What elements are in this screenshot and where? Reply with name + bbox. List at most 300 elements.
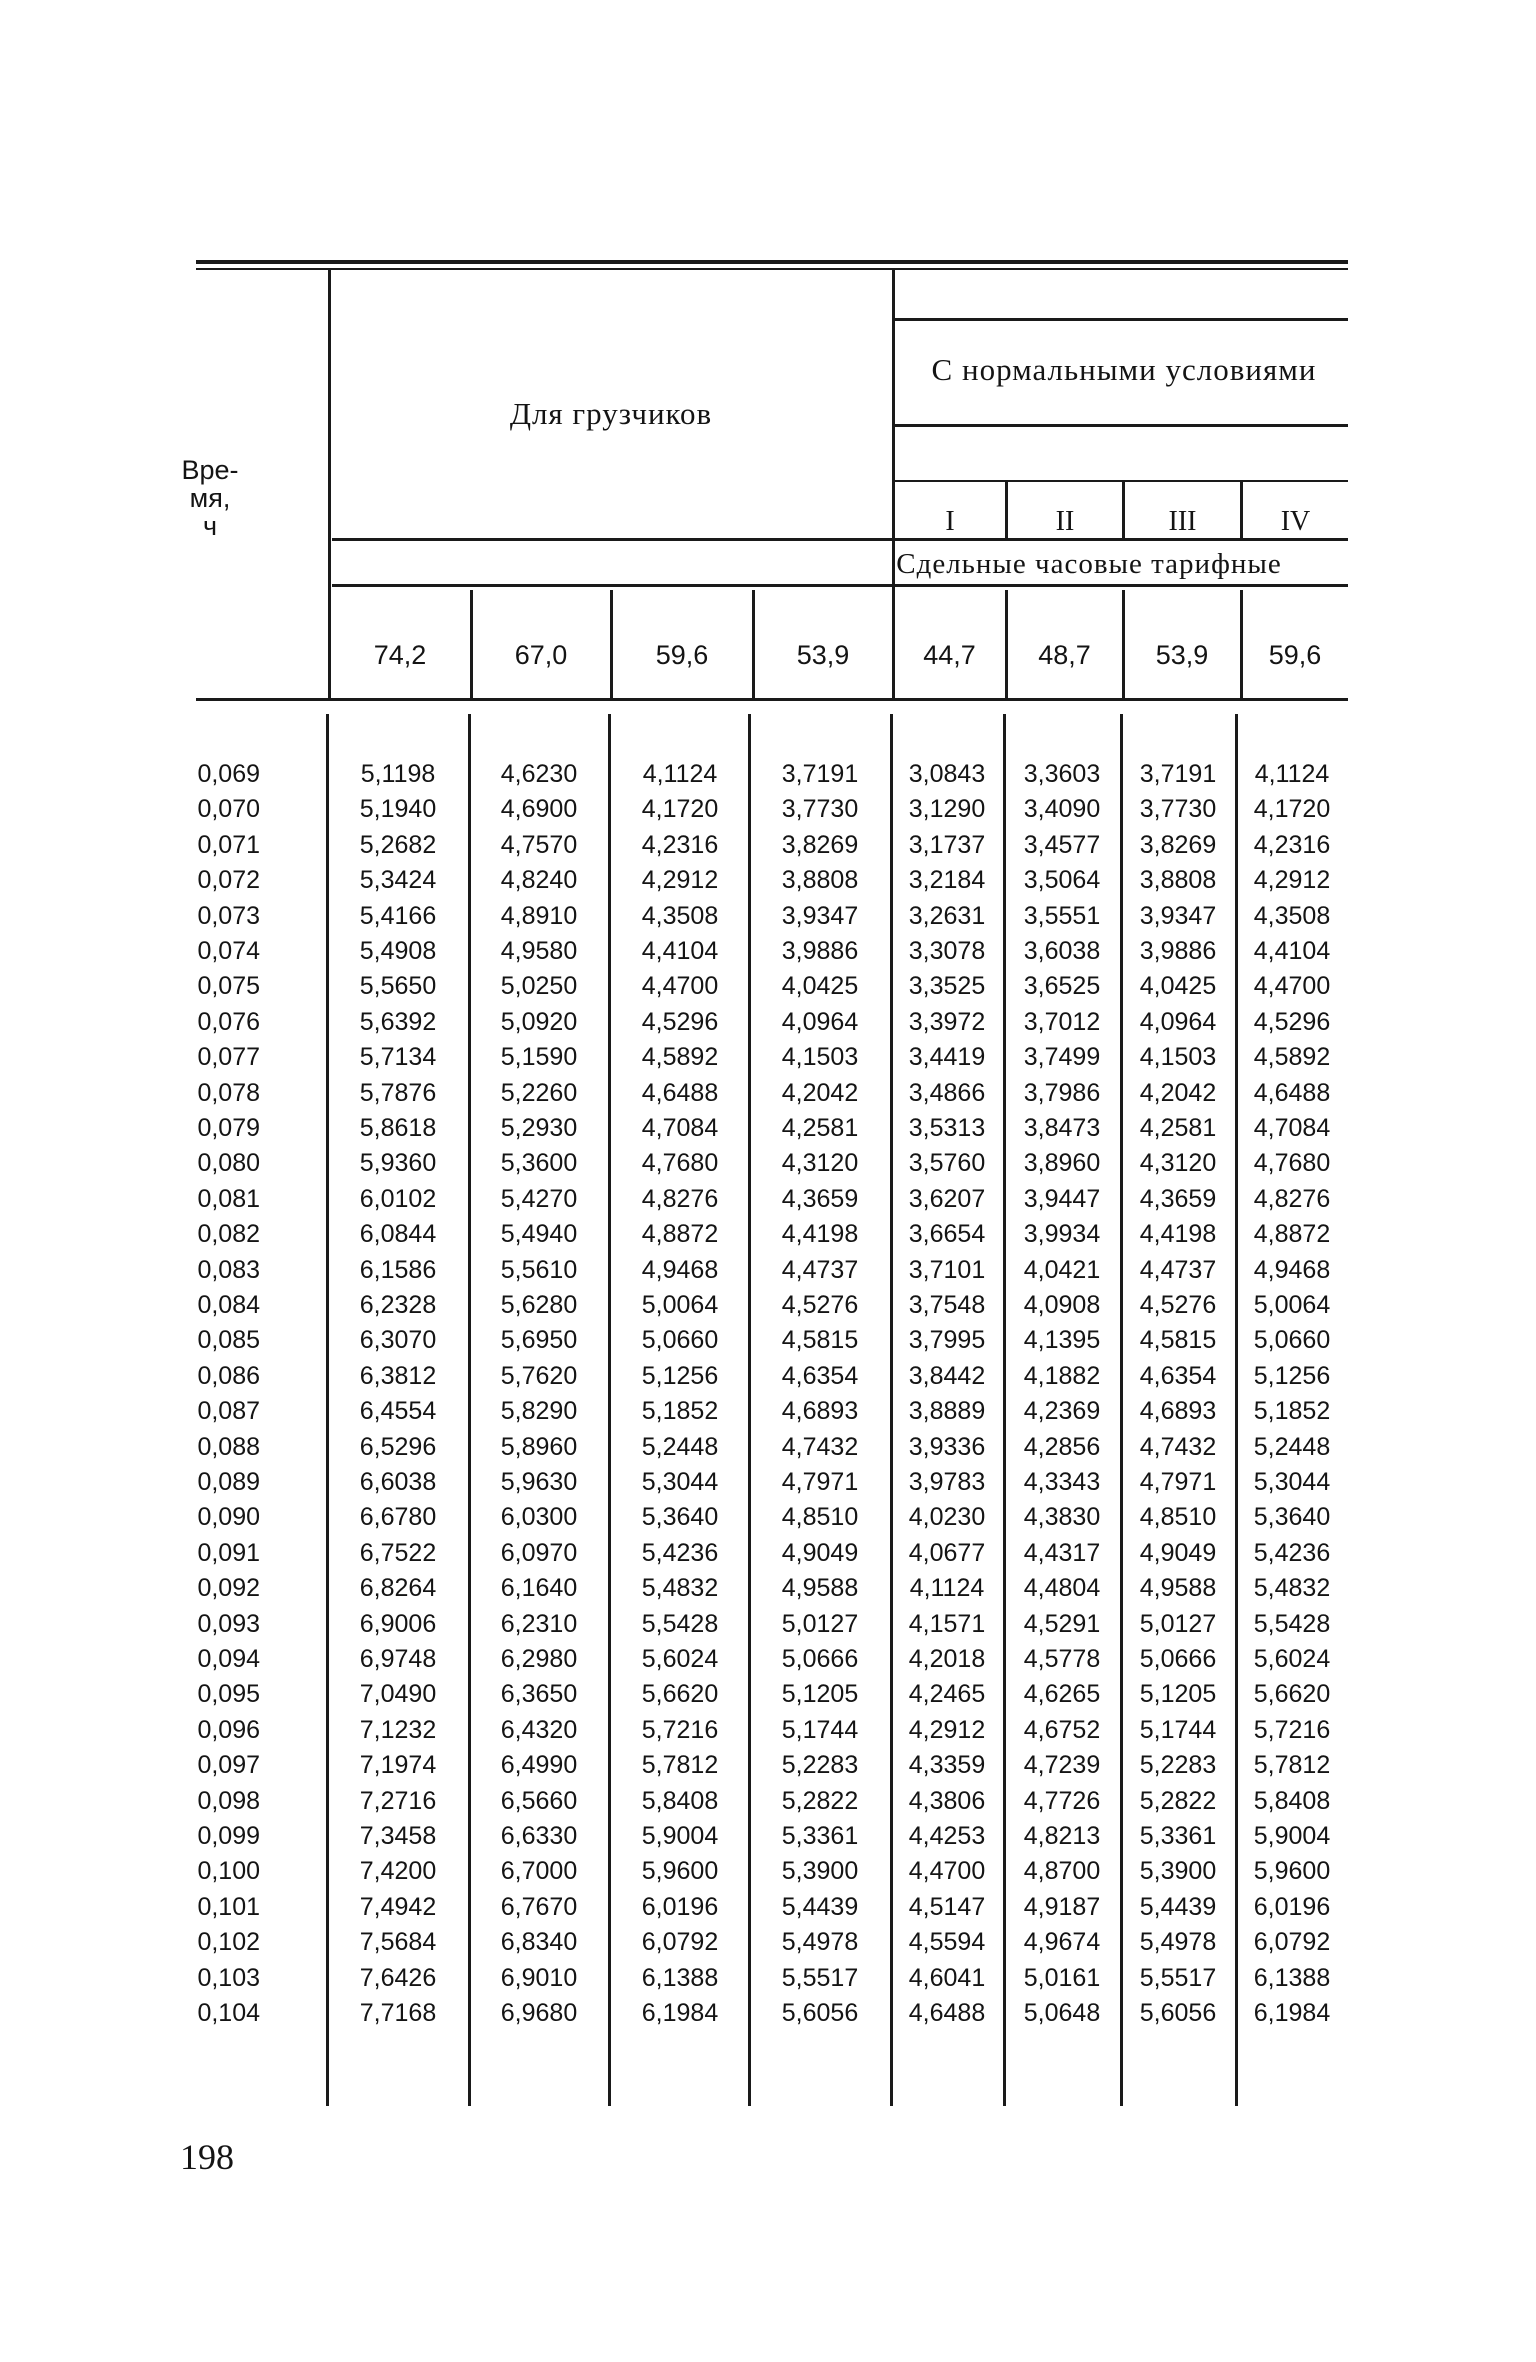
- time-cell: 0,075: [197, 972, 260, 1001]
- value-cell: 3,6654: [908, 1220, 986, 1249]
- value-cell: 4,2912: [1253, 866, 1331, 895]
- value-cell: 4,9588: [781, 1574, 859, 1603]
- value-cell: 5,3424: [359, 866, 437, 895]
- normal-conditions-header: С нормальными условиями: [931, 352, 1317, 387]
- value-cell: 4,4737: [1139, 1255, 1217, 1284]
- value-cell: 6,0102: [359, 1184, 437, 1213]
- value-cell: 4,5276: [781, 1291, 859, 1319]
- value-cell: 5,7620: [500, 1361, 578, 1390]
- piece-rate-header: Сдельные часовые тарифные: [896, 548, 1282, 580]
- value-cell: 4,2316: [1253, 830, 1331, 859]
- time-cell: 0,074: [197, 937, 260, 965]
- value-cell: 6,1984: [641, 1999, 719, 2027]
- value-cell: 4,7239: [1023, 1751, 1101, 1780]
- value-cell: 4,8213: [1023, 1822, 1101, 1850]
- value-cell: 4,2465: [908, 1680, 986, 1709]
- value-cell: 4,6265: [1023, 1680, 1101, 1709]
- value-cell: 5,9004: [641, 1822, 719, 1850]
- value-cell: 5,1198: [360, 760, 436, 788]
- rate-header: 59,6: [1268, 640, 1322, 670]
- time-cell: 0,073: [197, 901, 260, 930]
- value-cell: 6,1640: [500, 1574, 578, 1603]
- value-cell: 5,8408: [641, 1786, 719, 1815]
- value-cell: 4,6230: [500, 760, 578, 788]
- value-cell: 6,3812: [359, 1361, 437, 1390]
- value-cell: 5,0648: [1023, 1999, 1101, 2027]
- value-cell: 5,0064: [1253, 1291, 1331, 1319]
- rate-header: 59,6: [655, 640, 709, 670]
- value-cell: 5,6620: [641, 1680, 719, 1709]
- value-cell: 6,7000: [500, 1857, 578, 1886]
- value-cell: 4,3659: [781, 1184, 859, 1213]
- value-cell: 4,7971: [781, 1468, 859, 1496]
- value-cell: 5,2448: [1253, 1432, 1331, 1461]
- value-cell: 5,6024: [1253, 1645, 1331, 1673]
- value-cell: 5,1205: [781, 1680, 859, 1709]
- value-cell: 6,1984: [1253, 1999, 1331, 2027]
- value-cell: 4,3830: [1023, 1503, 1101, 1532]
- value-cell: 3,3078: [908, 937, 986, 965]
- value-cell: 5,4166: [359, 901, 437, 930]
- body-divider-2: [608, 714, 611, 2106]
- value-cell: 5,4978: [1139, 1928, 1217, 1957]
- time-cell: 0,102: [197, 1928, 260, 1957]
- value-cell: 4,1124: [1254, 760, 1330, 788]
- value-cell: 6,0792: [641, 1928, 719, 1957]
- category-I: I: [945, 506, 955, 537]
- value-cell: 4,2042: [781, 1078, 859, 1107]
- value-cell: 4,2581: [781, 1114, 859, 1142]
- value-cell: 7,3458: [359, 1822, 437, 1850]
- value-cell: 3,3525: [908, 972, 986, 1001]
- time-cell: 0,096: [197, 1715, 260, 1744]
- value-cell: 3,8808: [781, 866, 859, 895]
- header-bottom-rule: [196, 698, 1348, 701]
- value-cell: 4,0425: [1139, 972, 1217, 1001]
- value-cell: 4,9187: [1023, 1892, 1101, 1921]
- value-cell: 5,8960: [500, 1432, 578, 1461]
- value-cell: 4,0964: [1139, 1007, 1217, 1036]
- value-cell: 4,5276: [1139, 1291, 1217, 1319]
- value-cell: 5,9004: [1253, 1822, 1331, 1850]
- value-cell: 4,1720: [641, 795, 719, 824]
- value-cell: 4,7680: [641, 1149, 719, 1178]
- value-cell: 5,1852: [1253, 1397, 1331, 1426]
- value-cell: 4,4700: [908, 1857, 986, 1886]
- time-cell: 0,083: [197, 1255, 260, 1284]
- value-cell: 4,4804: [1023, 1574, 1101, 1603]
- rate-header: 67,0: [514, 640, 568, 670]
- value-cell: 5,0920: [500, 1007, 578, 1036]
- time-cell: 0,069: [197, 760, 260, 788]
- value-cell: 4,0230: [908, 1503, 986, 1532]
- value-cell: 5,7812: [1253, 1751, 1331, 1780]
- value-cell: 3,4866: [908, 1078, 986, 1107]
- value-cell: 7,2716: [359, 1786, 437, 1815]
- value-cell: 4,9580: [500, 937, 578, 965]
- value-cell: 4,4700: [1253, 972, 1331, 1001]
- top-rule-1: [196, 260, 1348, 264]
- value-cell: 3,8889: [908, 1397, 986, 1426]
- value-cell: 7,6426: [359, 1963, 437, 1992]
- value-cell: 4,9674: [1023, 1928, 1101, 1957]
- value-cell: 5,6620: [1253, 1680, 1331, 1709]
- value-cell: 3,6525: [1023, 972, 1101, 1001]
- category-IV: IV: [1280, 506, 1311, 537]
- value-cell: 5,4439: [1139, 1892, 1217, 1921]
- value-cell: 4,1882: [1023, 1361, 1101, 1390]
- value-cell: 5,4439: [781, 1892, 859, 1921]
- value-cell: 5,7216: [641, 1715, 719, 1744]
- value-cell: 4,5815: [1139, 1326, 1217, 1355]
- value-cell: 5,6056: [1139, 1999, 1217, 2027]
- value-cell: 4,9049: [1139, 1538, 1217, 1567]
- value-cell: 4,2316: [641, 830, 719, 859]
- value-cell: 3,9783: [908, 1468, 986, 1496]
- value-cell: 6,6038: [359, 1468, 437, 1496]
- value-cell: 4,5778: [1023, 1645, 1101, 1673]
- value-cell: 3,5760: [908, 1149, 986, 1178]
- value-cell: 4,5594: [908, 1928, 986, 1957]
- time-cell: 0,090: [197, 1503, 260, 1532]
- value-cell: 3,9347: [781, 901, 859, 930]
- value-cell: 4,3120: [1139, 1149, 1217, 1178]
- rate-header: 53,9: [796, 640, 850, 670]
- value-cell: 5,0127: [1139, 1609, 1217, 1638]
- value-cell: 4,5147: [908, 1892, 986, 1921]
- value-cell: 3,7548: [908, 1291, 986, 1319]
- value-cell: 5,1744: [1139, 1715, 1217, 1744]
- value-cell: 5,2822: [781, 1786, 859, 1815]
- value-cell: 3,0843: [908, 760, 986, 788]
- value-cell: 5,7216: [1253, 1715, 1331, 1744]
- normal-conditions-bottom-rule: [895, 424, 1348, 427]
- value-cell: 3,9886: [781, 937, 859, 965]
- value-cell: 6,3650: [500, 1680, 578, 1709]
- value-cell: 7,1974: [359, 1751, 437, 1780]
- value-cell: 3,2184: [908, 866, 986, 895]
- value-cell: 4,6488: [908, 1999, 986, 2027]
- value-cell: 5,3900: [781, 1857, 859, 1886]
- time-cell: 0,076: [197, 1007, 260, 1036]
- value-cell: 3,5313: [908, 1114, 986, 1142]
- value-cell: 4,8276: [1253, 1184, 1331, 1213]
- value-cell: 5,9630: [500, 1468, 578, 1496]
- value-cell: 4,2581: [1139, 1114, 1217, 1142]
- rate-header: 48,7: [1038, 640, 1091, 670]
- value-cell: 3,7995: [908, 1326, 986, 1355]
- value-cell: 4,5296: [641, 1007, 719, 1036]
- value-cell: 5,4940: [500, 1220, 578, 1249]
- value-cell: 4,6488: [1253, 1078, 1331, 1107]
- value-cell: 3,8473: [1023, 1114, 1101, 1142]
- time-cell: 0,086: [197, 1361, 260, 1390]
- value-cell: 5,0127: [781, 1609, 859, 1638]
- value-cell: 4,1503: [1139, 1043, 1217, 1072]
- value-cell: 3,9447: [1023, 1184, 1101, 1213]
- value-cell: 7,1232: [359, 1715, 437, 1744]
- time-cell: 0,082: [197, 1220, 260, 1249]
- value-cell: 5,3044: [641, 1468, 719, 1496]
- value-cell: 4,6354: [781, 1361, 859, 1390]
- value-cell: 4,1503: [781, 1043, 859, 1072]
- value-cell: 7,4942: [359, 1892, 437, 1921]
- value-cell: 5,1256: [641, 1361, 719, 1390]
- value-cell: 6,1388: [641, 1963, 719, 1992]
- value-cell: 3,8442: [908, 1361, 986, 1390]
- value-cell: 7,5684: [359, 1928, 437, 1957]
- value-cell: 4,9049: [781, 1538, 859, 1567]
- value-cell: 5,2930: [500, 1114, 578, 1142]
- time-cell: 0,098: [197, 1786, 260, 1815]
- value-cell: 4,3508: [1253, 901, 1331, 930]
- value-cell: 5,3044: [1253, 1468, 1331, 1496]
- value-cell: 5,4236: [1253, 1538, 1331, 1567]
- value-cell: 3,7191: [1139, 760, 1217, 788]
- value-cell: 4,5892: [1253, 1043, 1331, 1072]
- value-cell: 3,7730: [1139, 795, 1217, 824]
- value-cell: 5,3361: [1139, 1822, 1217, 1850]
- value-cell: 6,9680: [500, 1999, 578, 2027]
- value-cell: 3,8960: [1023, 1149, 1101, 1178]
- value-cell: 7,0490: [359, 1680, 437, 1709]
- value-cell: 3,7012: [1023, 1007, 1101, 1036]
- value-cell: 3,3603: [1023, 760, 1101, 788]
- time-cell: 0,087: [197, 1397, 260, 1426]
- value-cell: 4,8510: [1139, 1503, 1217, 1532]
- value-cell: 4,5892: [641, 1043, 719, 1072]
- value-cell: 5,2283: [781, 1751, 859, 1780]
- time-cell: 0,095: [197, 1680, 260, 1709]
- value-cell: 4,3806: [908, 1786, 986, 1815]
- value-cell: 5,9600: [1253, 1857, 1331, 1886]
- time-cell: 0,071: [197, 830, 260, 859]
- value-cell: 4,2369: [1023, 1397, 1101, 1426]
- value-cell: 4,1395: [1023, 1326, 1101, 1355]
- value-cell: 5,5428: [641, 1609, 719, 1638]
- value-cell: 6,2328: [359, 1291, 437, 1319]
- time-cell: 0,088: [197, 1432, 260, 1461]
- time-cell: 0,070: [197, 795, 260, 824]
- time-cell: 0,080: [197, 1149, 260, 1178]
- value-cell: 5,4832: [1253, 1574, 1331, 1603]
- value-cell: 5,2260: [500, 1078, 578, 1107]
- value-cell: 5,0660: [641, 1326, 719, 1355]
- value-cell: 4,0421: [1023, 1255, 1101, 1284]
- value-cell: 6,4320: [500, 1715, 578, 1744]
- value-cell: 3,9347: [1139, 901, 1217, 930]
- value-cell: 3,5551: [1023, 901, 1101, 930]
- value-cell: 4,5296: [1253, 1007, 1331, 1036]
- value-cell: 7,7168: [359, 1999, 437, 2027]
- value-cell: 6,4990: [500, 1751, 578, 1780]
- value-cell: 5,3640: [641, 1503, 719, 1532]
- page-number: 198: [180, 2137, 234, 2177]
- value-cell: 3,7986: [1023, 1078, 1101, 1107]
- value-cell: 5,1940: [359, 795, 437, 824]
- value-cell: 4,9468: [641, 1255, 719, 1284]
- value-cell: 5,2448: [641, 1432, 719, 1461]
- value-cell: 3,3972: [908, 1007, 986, 1036]
- category-III: III: [1168, 506, 1197, 537]
- value-cell: 4,1124: [909, 1574, 985, 1603]
- value-cell: 5,4978: [781, 1928, 859, 1957]
- category-II: II: [1055, 506, 1075, 537]
- rate-header: 74,2: [373, 640, 427, 670]
- time-cell: 0,103: [197, 1963, 260, 1992]
- time-cell: 0,093: [197, 1609, 260, 1638]
- value-cell: 5,5428: [1253, 1609, 1331, 1638]
- value-cell: 4,8872: [641, 1220, 719, 1249]
- value-cell: 3,5064: [1023, 866, 1101, 895]
- value-cell: 4,0425: [781, 972, 859, 1001]
- value-cell: 5,1205: [1139, 1680, 1217, 1709]
- value-cell: 4,6752: [1023, 1715, 1101, 1744]
- value-cell: 4,2912: [641, 866, 719, 895]
- value-cell: 5,1590: [500, 1043, 578, 1072]
- value-cell: 5,6024: [641, 1645, 719, 1673]
- value-cell: 3,1737: [908, 830, 986, 859]
- rates-top-rule: [332, 584, 1348, 587]
- value-cell: 4,9468: [1253, 1255, 1331, 1284]
- value-cell: 4,6893: [781, 1397, 859, 1426]
- value-cell: 4,8240: [500, 866, 578, 895]
- value-cell: 4,4737: [781, 1255, 859, 1284]
- value-cell: 4,7432: [781, 1432, 859, 1461]
- value-cell: 4,6354: [1139, 1361, 1217, 1390]
- value-cell: 4,3343: [1023, 1468, 1101, 1496]
- value-cell: 6,7670: [500, 1892, 578, 1921]
- value-cell: 3,4090: [1023, 795, 1101, 824]
- time-cell: 0,077: [197, 1043, 260, 1072]
- value-cell: 5,4908: [359, 937, 437, 965]
- value-cell: 3,1290: [908, 795, 986, 824]
- value-cell: 4,6893: [1139, 1397, 1217, 1426]
- value-cell: 4,2912: [908, 1715, 986, 1744]
- value-cell: 4,4104: [1253, 937, 1331, 965]
- value-cell: 5,9600: [641, 1857, 719, 1886]
- value-cell: 6,5660: [500, 1786, 578, 1815]
- body-divider-0: [326, 714, 329, 2106]
- value-cell: 4,1124: [642, 760, 718, 788]
- value-cell: 5,5650: [359, 972, 437, 1001]
- value-cell: 4,0677: [908, 1538, 986, 1567]
- rate-header: 53,9: [1155, 640, 1209, 670]
- value-cell: 6,2980: [500, 1645, 578, 1673]
- body-divider-3: [748, 714, 751, 2106]
- value-cell: 5,5610: [500, 1255, 578, 1284]
- time-cell: 0,092: [197, 1574, 260, 1603]
- time-cell: 0,097: [197, 1751, 260, 1780]
- value-cell: 6,0970: [500, 1538, 578, 1567]
- value-cell: 5,2682: [359, 830, 437, 859]
- value-cell: 4,4104: [641, 937, 719, 965]
- time-cell: 0,101: [197, 1892, 260, 1921]
- value-cell: 6,0196: [1253, 1892, 1331, 1921]
- value-cell: 4,4198: [1139, 1220, 1217, 1249]
- top-rule-2: [196, 268, 1348, 270]
- value-cell: 5,5517: [781, 1963, 859, 1992]
- value-cell: 6,9010: [500, 1963, 578, 1992]
- value-cell: 7,4200: [359, 1857, 437, 1886]
- value-cell: 4,7971: [1139, 1468, 1217, 1496]
- value-cell: 5,1744: [781, 1715, 859, 1744]
- value-cell: 5,2283: [1139, 1751, 1217, 1780]
- value-cell: 4,3120: [781, 1149, 859, 1178]
- value-cell: 4,6488: [641, 1078, 719, 1107]
- value-cell: 4,6041: [908, 1963, 986, 1992]
- value-cell: 6,9006: [359, 1609, 437, 1638]
- time-cell: 0,094: [197, 1645, 260, 1673]
- value-cell: 6,6780: [359, 1503, 437, 1532]
- value-cell: 5,4236: [641, 1538, 719, 1567]
- value-cell: 4,4317: [1023, 1538, 1101, 1567]
- value-cell: 3,2631: [908, 901, 986, 930]
- value-cell: 3,8269: [1139, 830, 1217, 859]
- value-cell: 5,6280: [500, 1291, 578, 1319]
- time-cell: 0,104: [197, 1999, 260, 2027]
- value-cell: 6,9748: [359, 1645, 437, 1673]
- value-cell: 5,0666: [781, 1645, 859, 1673]
- value-cell: 4,8510: [781, 1503, 859, 1532]
- value-cell: 5,6056: [781, 1999, 859, 2027]
- col-divider-time: [328, 268, 331, 698]
- time-cell: 0,100: [197, 1857, 260, 1886]
- value-cell: 6,5296: [359, 1432, 437, 1461]
- value-cell: 6,8264: [359, 1574, 437, 1603]
- value-cell: 4,2856: [1023, 1432, 1101, 1461]
- value-cell: 4,7084: [641, 1114, 719, 1142]
- value-cell: 4,8910: [500, 901, 578, 930]
- value-cell: 5,0250: [500, 972, 578, 1001]
- value-cell: 4,4700: [641, 972, 719, 1001]
- value-cell: 5,7134: [359, 1043, 437, 1072]
- body-divider-1: [468, 714, 471, 2106]
- value-cell: 3,9934: [1023, 1220, 1101, 1249]
- value-cell: 4,7570: [500, 830, 578, 859]
- value-cell: 5,9360: [359, 1149, 437, 1178]
- value-cell: 5,0660: [1253, 1326, 1331, 1355]
- value-cell: 5,6392: [359, 1007, 437, 1036]
- value-cell: 4,3659: [1139, 1184, 1217, 1213]
- time-cell: 0,099: [197, 1822, 260, 1850]
- value-cell: 6,3070: [359, 1326, 437, 1355]
- time-column-header: Вре- мя, ч: [181, 455, 239, 541]
- value-cell: 3,4419: [908, 1043, 986, 1072]
- value-cell: 3,7191: [781, 760, 859, 788]
- value-cell: 5,4270: [500, 1184, 578, 1213]
- time-cell: 0,079: [197, 1114, 260, 1142]
- time-cell: 0,085: [197, 1326, 260, 1355]
- value-cell: 6,2310: [500, 1609, 578, 1638]
- time-cell: 0,078: [197, 1078, 260, 1107]
- time-cell: 0,081: [197, 1184, 260, 1213]
- value-cell: 3,9886: [1139, 937, 1217, 965]
- value-cell: 3,8269: [781, 830, 859, 859]
- value-cell: 4,7432: [1139, 1432, 1217, 1461]
- value-cell: 6,0300: [500, 1503, 578, 1532]
- value-cell: 5,1256: [1253, 1361, 1331, 1390]
- value-cell: 3,8808: [1139, 866, 1217, 895]
- value-cell: 5,3900: [1139, 1857, 1217, 1886]
- value-cell: 5,0161: [1023, 1963, 1101, 1992]
- value-cell: 4,8872: [1253, 1220, 1331, 1249]
- value-cell: 4,0964: [781, 1007, 859, 1036]
- value-cell: 4,6900: [500, 795, 578, 824]
- value-cell: 5,8408: [1253, 1786, 1331, 1815]
- value-cell: 6,0792: [1253, 1928, 1331, 1957]
- value-cell: 5,8618: [359, 1114, 437, 1142]
